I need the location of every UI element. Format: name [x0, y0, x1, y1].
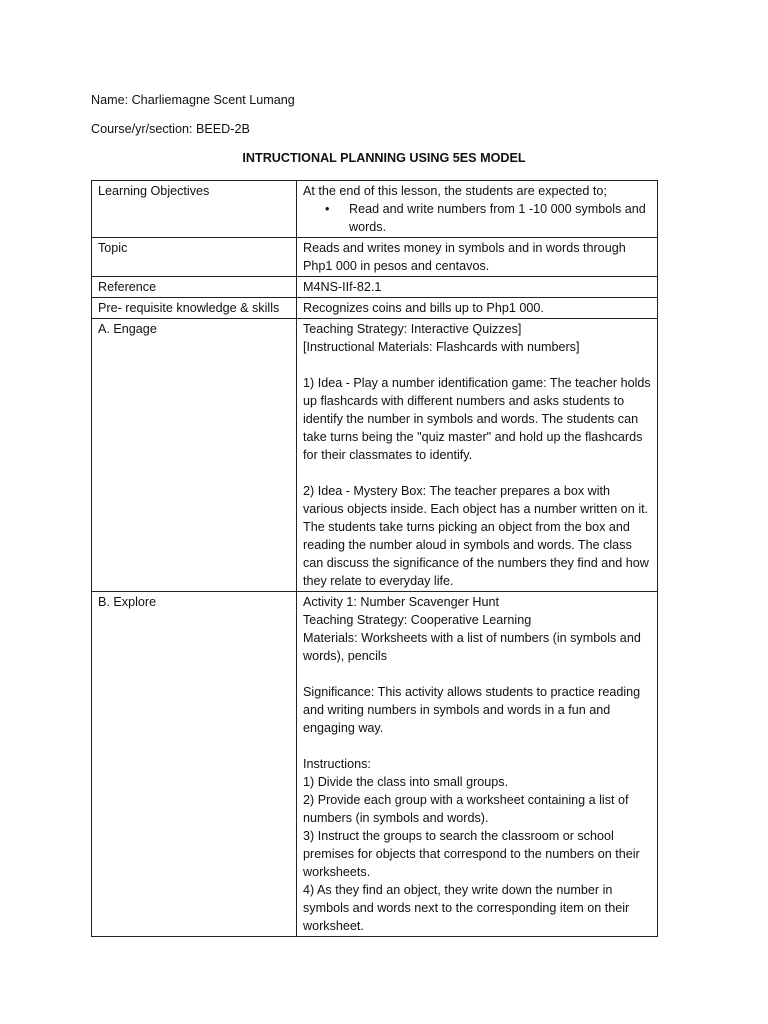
instruction-step-4: 4) As they find an object, they write down the number in symbols and words next to the corresponding item on their worksheet.	[303, 883, 630, 933]
objective-bullet-item	[303, 200, 652, 236]
objectives-label: Learning Objectives	[92, 181, 297, 238]
course-section: Course/yr/section: BEED-2B	[91, 122, 250, 136]
table-row	[92, 319, 658, 592]
topic-text: Reads and writes money in symbols and in words through Php1 000 in pesos and centavos.	[297, 238, 658, 277]
explore-label: B. Explore	[92, 592, 297, 937]
instruction-step-2: 2) Provide each group with a worksheet containing a list of numbers (in symbols and words).	[303, 793, 629, 825]
explore-cell	[297, 592, 658, 937]
prereq-label: Pre- requisite knowledge & skills	[92, 298, 297, 319]
engage-idea-2: 2) Idea - Mystery Box: The teacher prepares a box with various objects inside. Each object has a number written on it. The students take turns picking an object from the box and reading the number aloud in symbols and words. The class can discuss the significance of the numbers they find and how they relate to everyday life.	[303, 484, 649, 588]
engage-strategy: Teaching Strategy: Interactive Quizzes]	[303, 322, 522, 336]
table-row	[92, 298, 658, 319]
table-row	[92, 181, 658, 238]
student-name: Name: Charliemagne Scent Lumang	[91, 93, 295, 107]
explore-strategy: Teaching Strategy: Cooperative Learning	[303, 613, 532, 627]
engage-idea-1: 1) Idea - Play a number identification game: The teacher holds up flashcards with different numbers and asks students to identify the number in symbols and words. The students can take turns being the "quiz master" and hold up the flashcards for their classmates to identify.	[303, 376, 651, 462]
table-row	[92, 238, 658, 277]
objectives-intro: At the end of this lesson, the students are expected to;	[303, 184, 607, 198]
reference-label: Reference	[92, 277, 297, 298]
document-title: INTRUCTIONAL PLANNING USING 5ES MODEL	[242, 151, 526, 165]
objectives-cell	[297, 181, 658, 238]
bullet-icon: •	[325, 202, 330, 216]
objective-bullet-text: Read and write numbers from 1 -10 000 symbols and words.	[349, 202, 646, 234]
engage-materials: [Instructional Materials: Flashcards with numbers]	[303, 340, 580, 354]
instruction-step-3: 3) Instruct the groups to search the classroom or school premises for objects that correspond to the numbers on their worksheets.	[303, 829, 640, 879]
reference-text: M4NS-IIf-82.1	[297, 277, 658, 298]
explore-materials: Materials: Worksheets with a list of numbers (in symbols and words), pencils	[303, 631, 641, 663]
explore-activity: Activity 1: Number Scavenger Hunt	[303, 595, 499, 609]
instruction-step-1: 1) Divide the class into small groups.	[303, 775, 509, 789]
engage-cell	[297, 319, 658, 592]
prereq-text: Recognizes coins and bills up to Php1 000.	[297, 298, 658, 319]
instructions-heading: Instructions:	[303, 757, 371, 771]
planning-table	[91, 180, 658, 937]
table-row	[92, 592, 658, 937]
explore-significance: Significance: This activity allows students to practice reading and writing numbers in symbols and words in a fun and engaging way.	[303, 685, 641, 735]
table-row	[92, 277, 658, 298]
topic-label: Topic	[92, 238, 297, 277]
engage-label: A. Engage	[92, 319, 297, 592]
